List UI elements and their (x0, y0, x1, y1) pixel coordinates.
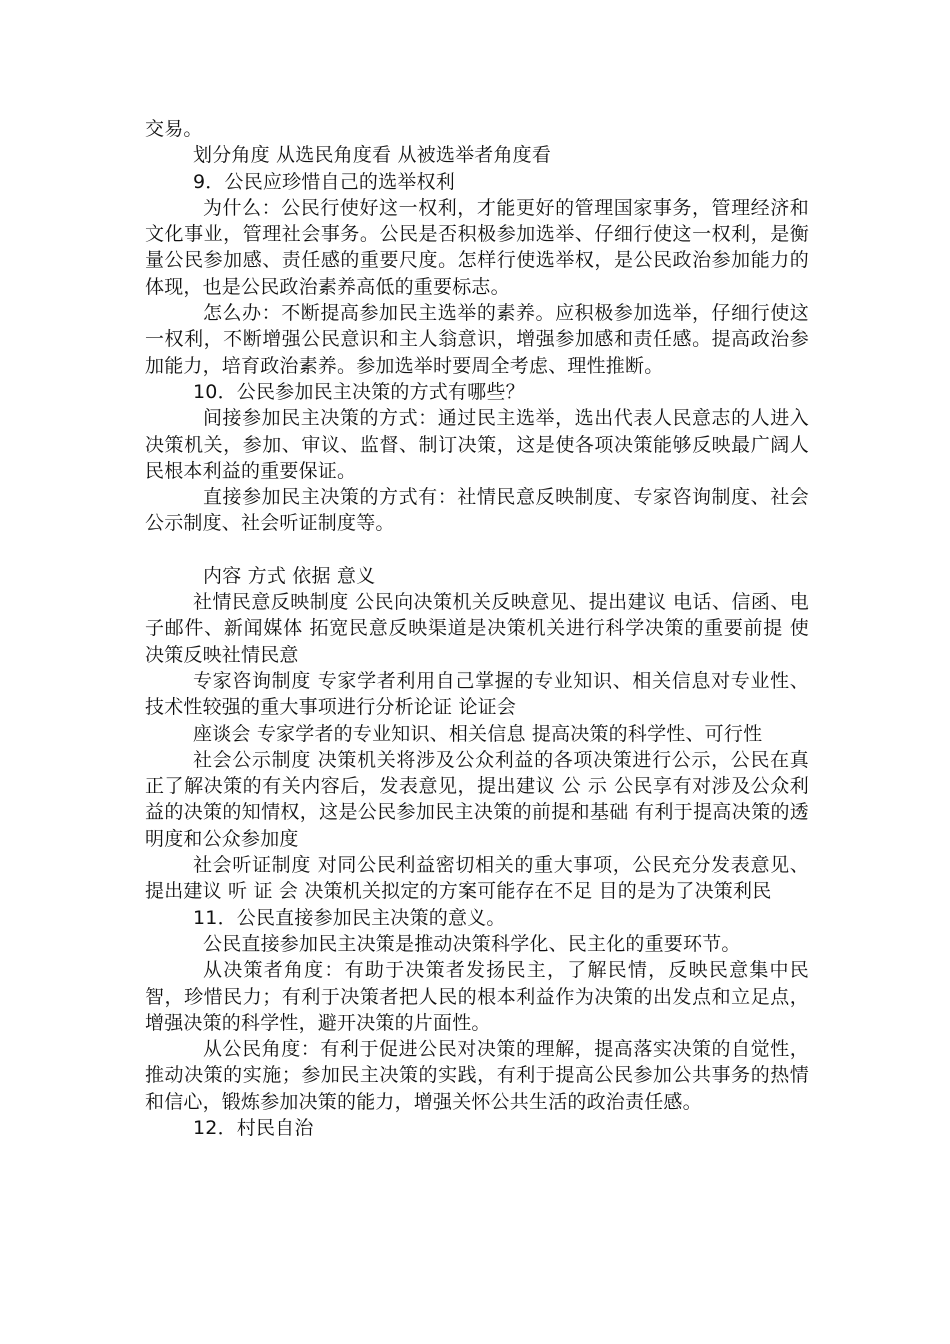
row-symposium: 座谈会 专家学者的专业知识、相关信息 提高决策的科学性、可行性 (193, 722, 763, 745)
paragraph-key-link: 公民直接参加民主决策是推动决策科学化、民主化的重要环节。 (203, 932, 741, 955)
paragraph-division-angle: 划分角度 从选民角度看 从被选举者角度看 (193, 144, 552, 167)
table-header-row: 内容 方式 依据 意义 (203, 564, 376, 587)
document-body (145, 116, 809, 1141)
heading-9-cherish-vote: 9．公民应珍惜自己的选举权利 (193, 170, 455, 193)
heading-11-significance: 11．公民直接参加民主决策的意义。 (193, 906, 506, 929)
heading-10-decision-methods: 10．公民参加民主决策的方式有哪些？ (193, 380, 525, 403)
row-public-notice-system: 社会公示制度 决策机关将涉及公众利益的各项决策进行公示，公民在真正了解决策的有关内容后，发表意见，提出建议 公 示 公民享有对涉及公众利益的决策的知情权，这是公民参加民主决策的前提和基础 有利于提高决策的透明度和公众参加度 (145, 748, 809, 850)
paragraph-trade-end: 交易。 (145, 118, 203, 140)
blank-line (145, 537, 809, 563)
paragraph-decision-maker-view: 从决策者角度：有助于决策者发扬民主，了解民情，反映民意集中民智，珍惜民力；有利于决策者把人民的根本利益作为决策的出发点和立足点，增强决策的科学性，避开决策的片面性。 (145, 959, 809, 1034)
row-public-opinion-system: 社情民意反映制度 公民向决策机关反映意见、提出建议 电话、信函、电子邮件、新闻媒体 拓宽民意反映渠道是决策机关进行科学决策的重要前提 使决策反映社情民意 (145, 591, 809, 666)
row-public-hearing-system: 社会听证制度 对同公民利益密切相关的重大事项，公民充分发表意见、提出建议 听 证 会 决策机关拟定的方案可能存在不足 目的是为了决策利民 (145, 854, 809, 903)
heading-12-village-autonomy: 12．村民自治 (193, 1116, 314, 1139)
paragraph-direct-participation: 直接参加民主决策的方式有：社情民意反映制度、专家咨询制度、社会公示制度、社会听证制度等。 (145, 486, 809, 535)
paragraph-why: 为什么：公民行使好这一权利，才能更好的管理国家事务，管理经济和文化事业，管理社会事务。公民是否积极参加选举、仔细行使这一权利，是衡量公民参加感、责任感的重要尺度。怎样行使选举权，是公民政治参加能力的体现，也是公民政治素养高低的重要标志。 (145, 196, 809, 298)
paragraph-citizen-view: 从公民角度：有利于促进公民对决策的理解，提高落实决策的自觉性，推动决策的实施；参加民主决策的实践，有利于提高公民参加公共事务的热情和信心，锻炼参加决策的能力，增强关怀公共生活的政治责任感。 (145, 1038, 809, 1113)
paragraph-indirect-participation: 间接参加民主决策的方式：通过民主选举，选出代表人民意志的人进入决策机关，参加、审议、监督、制订决策，这是使各项决策能够反映最广阔人民根本利益的重要保证。 (145, 407, 809, 482)
paragraph-how: 怎么办：不断提高参加民主选举的素养。应积极参加选举，仔细行使这一权利，不断增强公民意识和主人翁意识，增强参加感和责任感。提高政治参加能力，培育政治素养。参加选举时要周全考虑、理性推断。 (145, 302, 809, 377)
row-expert-consultation-system: 专家咨询制度 专家学者利用自己掌握的专业知识、相关信息对专业性、技术性较强的重大事项进行分析论证 论证会 (145, 669, 809, 719)
